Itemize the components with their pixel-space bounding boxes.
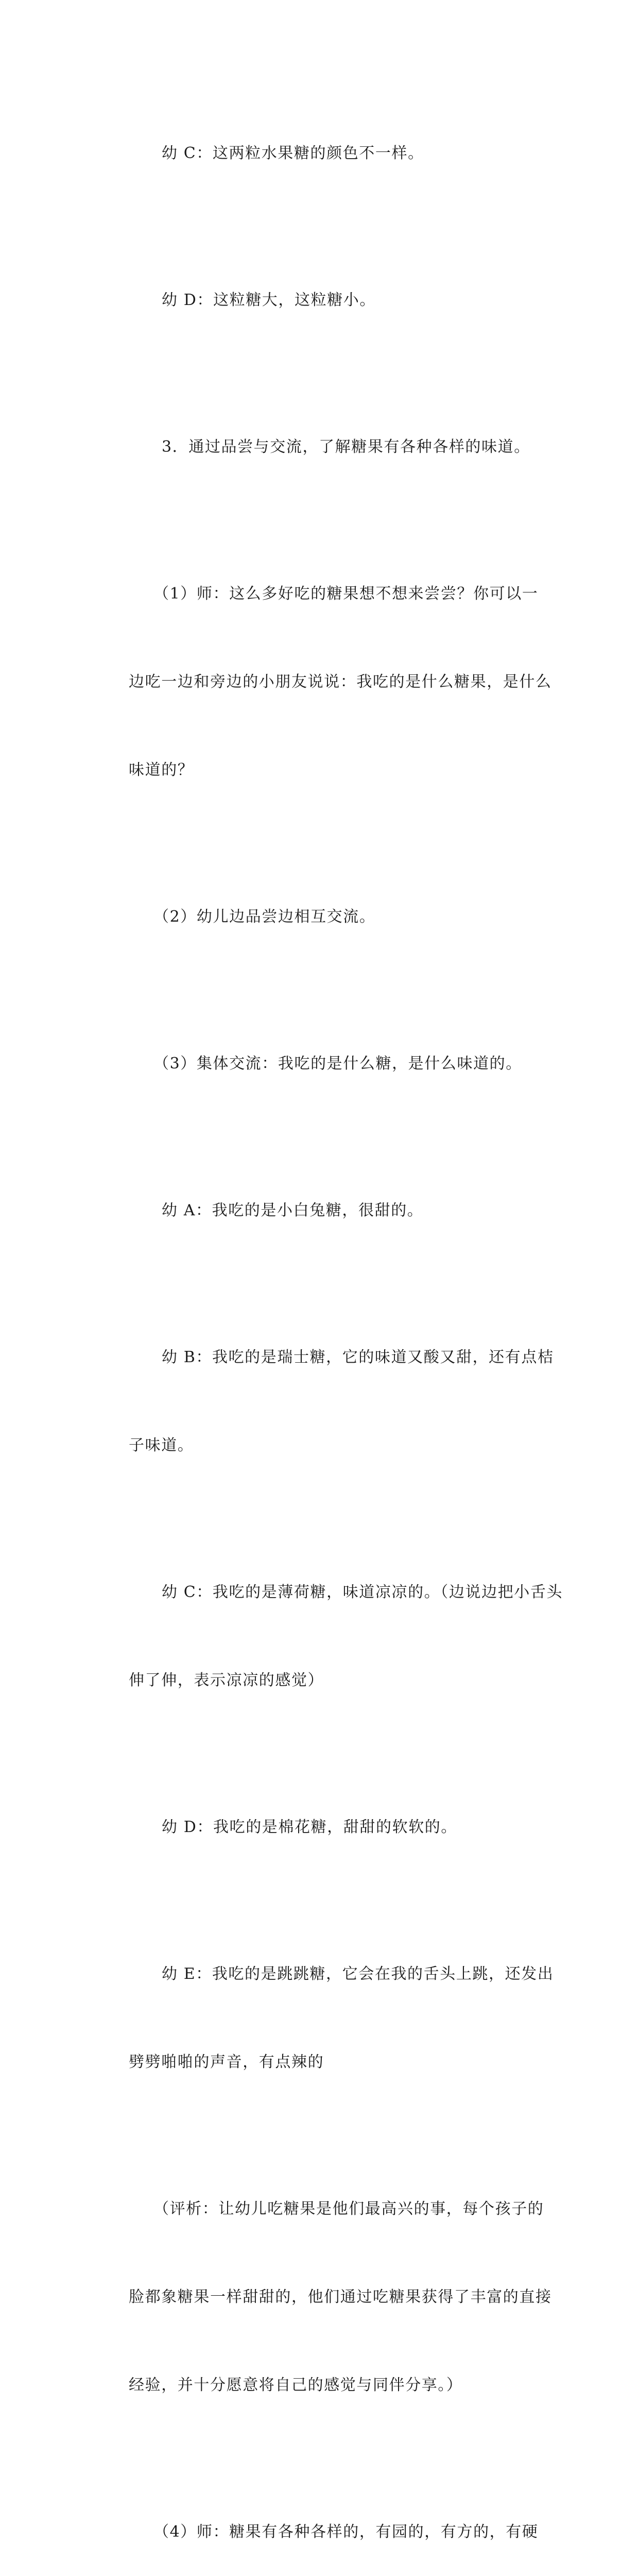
text-line: （2）幼儿边品尝边相互交流。 [153,908,376,926]
text-line: 脸都象糖果一样甜甜的，他们通过吃糖果获得了丰富的直接 [129,2288,552,2306]
text-line: （1）师：这么多好吃的糖果想不想来尝尝？你可以一 [153,585,539,603]
text-line: 经验，并十分愿意将自己的感觉与同伴分享。） [129,2376,463,2394]
text-line: （4）师：糖果有各种各样的，有园的，有方的，有硬 [153,2523,539,2541]
text-line: 幼 A：我吃的是小白兔糖，很甜的。 [162,1201,424,1219]
paragraph [98,227,542,374]
paragraph [98,1901,554,2136]
paragraph [98,1754,542,1901]
text-line: （3）集体交流：我吃的是什么糖，是什么味道的。 [153,1055,522,1073]
text-line: 劈劈啪啪的声音，有点辣的 [129,2053,324,2071]
text-line: 幼 D：我吃的是棉花糖，甜甜的软软的。 [162,1818,457,1836]
text-line: 幼 C：这两粒水果糖的颜色不一样。 [162,144,424,162]
paragraph [98,990,542,1137]
document-body [98,80,563,2576]
paragraph [98,520,552,843]
text-line: 幼 B：我吃的是瑞士糖，它的味道又酸又甜，还有点桔 [162,1348,554,1366]
text-line: 幼 E：我吃的是跳跳糖，它会在我的舌头上跳，还发出 [162,1965,554,1983]
text-line: 3．通过品尝与交流，了解糖果有各种各样的味道。 [162,438,530,456]
section-heading [98,374,542,520]
text-line: 味道的？ [129,761,194,779]
text-line: 边吃一边和旁边的小朋友说说：我吃的是什么糖果，是什么 [129,673,552,691]
text-line: 子味道。 [129,1436,194,1454]
text-line: 幼 C：我吃的是薄荷糖，味道凉凉的。（边说边把小舌头 [162,1583,563,1601]
paragraph [98,80,542,227]
paragraph [98,1284,554,1519]
paragraph [98,2459,542,2576]
paragraph [98,2136,552,2459]
paragraph [98,1519,563,1754]
paragraph [98,1137,542,1284]
text-line: （评析：让幼儿吃糖果是他们最高兴的事，每个孩子的 [153,2200,544,2218]
text-line: 幼 D：这粒糖大，这粒糖小。 [162,291,376,309]
paragraph [98,843,542,990]
text-line: 伸了伸，表示凉凉的感觉） [129,1671,324,1689]
